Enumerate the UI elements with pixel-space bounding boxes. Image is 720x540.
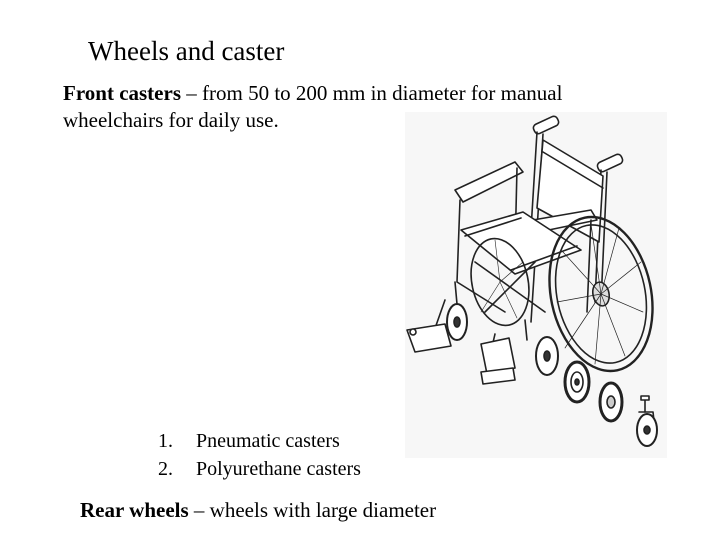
list-item-label: Polyurethane casters	[196, 458, 361, 480]
list-item-number: 2.	[158, 458, 173, 480]
rear-wheels-text: – wheels with large diameter	[188, 498, 437, 522]
rear-wheels-description	[80, 496, 436, 524]
slide-title: Wheels and caster	[88, 36, 285, 66]
list-item-number: 1.	[158, 430, 173, 452]
front-casters-text: – from 50 to 200 mm in diameter for manual wheelchairs for daily use.	[63, 81, 563, 132]
caster-types-list	[158, 427, 361, 483]
front-casters-term: Front casters	[63, 81, 181, 105]
list-item-label: Pneumatic casters	[196, 430, 340, 452]
rear-wheels-term: Rear wheels	[80, 498, 189, 522]
wheelchair-illustration	[405, 112, 667, 458]
wheelchair-illustration-icon	[405, 112, 667, 458]
list-item	[158, 455, 361, 483]
list-item	[158, 427, 361, 455]
